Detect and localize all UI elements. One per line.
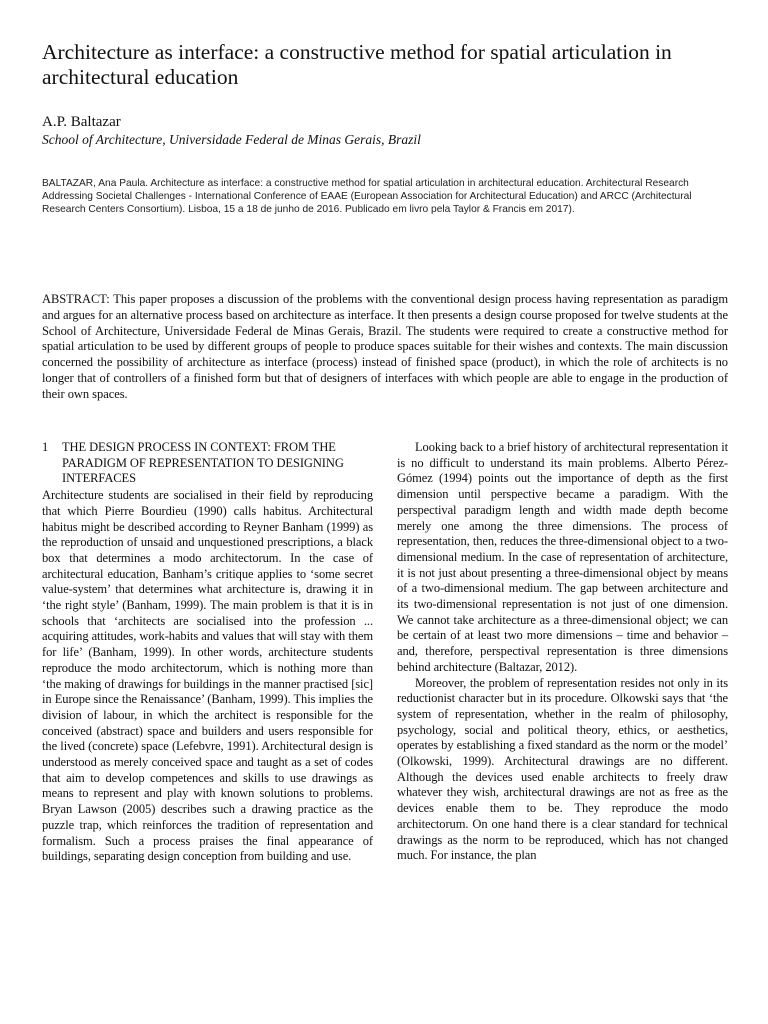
author-affiliation: School of Architecture, Universidade Federal de Minas Gerais, Brazil [42, 132, 421, 147]
author-name: A.P. Baltazar [42, 114, 121, 130]
left-paragraph-1: Architecture students are socialised in their field by reproducing that which Pierre Bourdieu (1990) calls habitus. Architectural habitus might be described according to Reyner Banham (1999) as the reproduction of unsaid and unquestioned prescriptions, a black box that determines a modo architectorum. In the case of architectural education, Banham’s critique applies to ‘some secret value-system’ that determines what architecture is, drawing it in ‘the right style’ (Banham, 1999). The main problem is that it is in schools that ‘architects are socialised into the profession ... acquiring attitudes, work-habits and values that will stay with them for life’ (Banham, 1999). In other words, architecture students reproduce the modo architectorum, which is nothing more than ‘the making of drawings for buildings in the manner practised [sic] in Europe since the Renaissance’ (Banham, 1999). This implies the division of labour, in which the architect is responsible for the conceived (abstract) space and builders and users responsible for the lived (concrete) space (Lefebvre, 1991). Architectural design is understood as merely conceived space and taught as a set of codes that aim to develop competences and skills to use drawings as means to represent and play with known solutions to problems. Bryan Lawson (2005) describes such a drawing practice as the puzzle trap, which reinforces the tradition of representation and formalism. Such a process praises the final appearance of buildings, separating design conception from building and use. [42, 488, 373, 864]
right-paragraph-2: Moreover, the problem of representation resides not only in its reductionist character but in its procedure. Olkowski says that ‘the system of representation, whether in the realm of philosophy, psychology, social and political theory, ethics, or aesthetics, operates by establishing a fixed standard as the norm or the model’ (Olkowski, 1999). Architectural drawings are no different. Although the devices used enable architects to freely draw whatever they wish, architectural drawings are not as free as the devices enable them to be. They reproduce the modo architectorum. On one hand there is a clear standard for technical drawings as the norm to be reproduced, which has not changed much. For instance, the plan [397, 675, 728, 863]
paper-title: Architecture as interface: a constructive method for spatial articulation in architectural education [42, 40, 672, 89]
section-number: 1 [42, 440, 49, 454]
right-paragraph-1: Looking back to a brief history of architectural representation it is no difficult to understand its main problems. Alberto Pérez-Gómez (1994) points out the importance of depth as the first dimension until perspective became a paradigm. With the perspectival paradigm length and width made depth become merely one among the three dimensions. The process of representation, then, reduces the three-dimensional object to a two-dimensional medium. In the case of representation of architecture, it is not just about presenting a three-dimensional object by means of a two-dimensional medium. The gap between architecture and its two-dimensional representation is not just of one dimension. We cannot take architecture as a three-dimensional object; we can be certain of at least two more dimensions – time and behavior – and, therefore, perspectival representation is three dimensions behind architecture (Baltazar, 2012). [397, 440, 729, 674]
section-heading [42, 440, 373, 487]
abstract: ABSTRACT: This paper proposes a discussion of the problems with the conventional design process having representation as paradigm and argues for an alternative process based on architecture as interface. It then presents a design course proposed for twelve students at the School of Architecture, Universidade Federal de Minas Gerais, Brazil. The students were required to create a constructive method for spatial articulation to be used by different groups of people to produce spaces suitable for their wishes and contexts. The main discussion concerned the possibility of architecture as interface (process) instead of finished space (product), in which the role of architects is no longer that of controllers of a finished form but that of designers of interfaces with which people are able to engage in the production of their own spaces. [42, 292, 728, 401]
citation-note: BALTAZAR, Ana Paula. Architecture as interface: a constructive method for spatial articulation in architectural education. Architectural Research Addressing Societal Challenges - International Conference of EAAE (European Association for Architectural Education) and ARCC (Architectural Research Centers Consortium). Lisboa, 15 a 18 de junho de 2016. Publicado em livro pela Taylor & Francis em 2017). [42, 178, 692, 215]
right-column [397, 440, 728, 864]
left-column [42, 440, 373, 865]
section-title: THE DESIGN PROCESS IN CONTEXT: FROM THE PARADIGM OF REPRESENTATION TO DESIGNING INTERFACES [62, 440, 344, 486]
